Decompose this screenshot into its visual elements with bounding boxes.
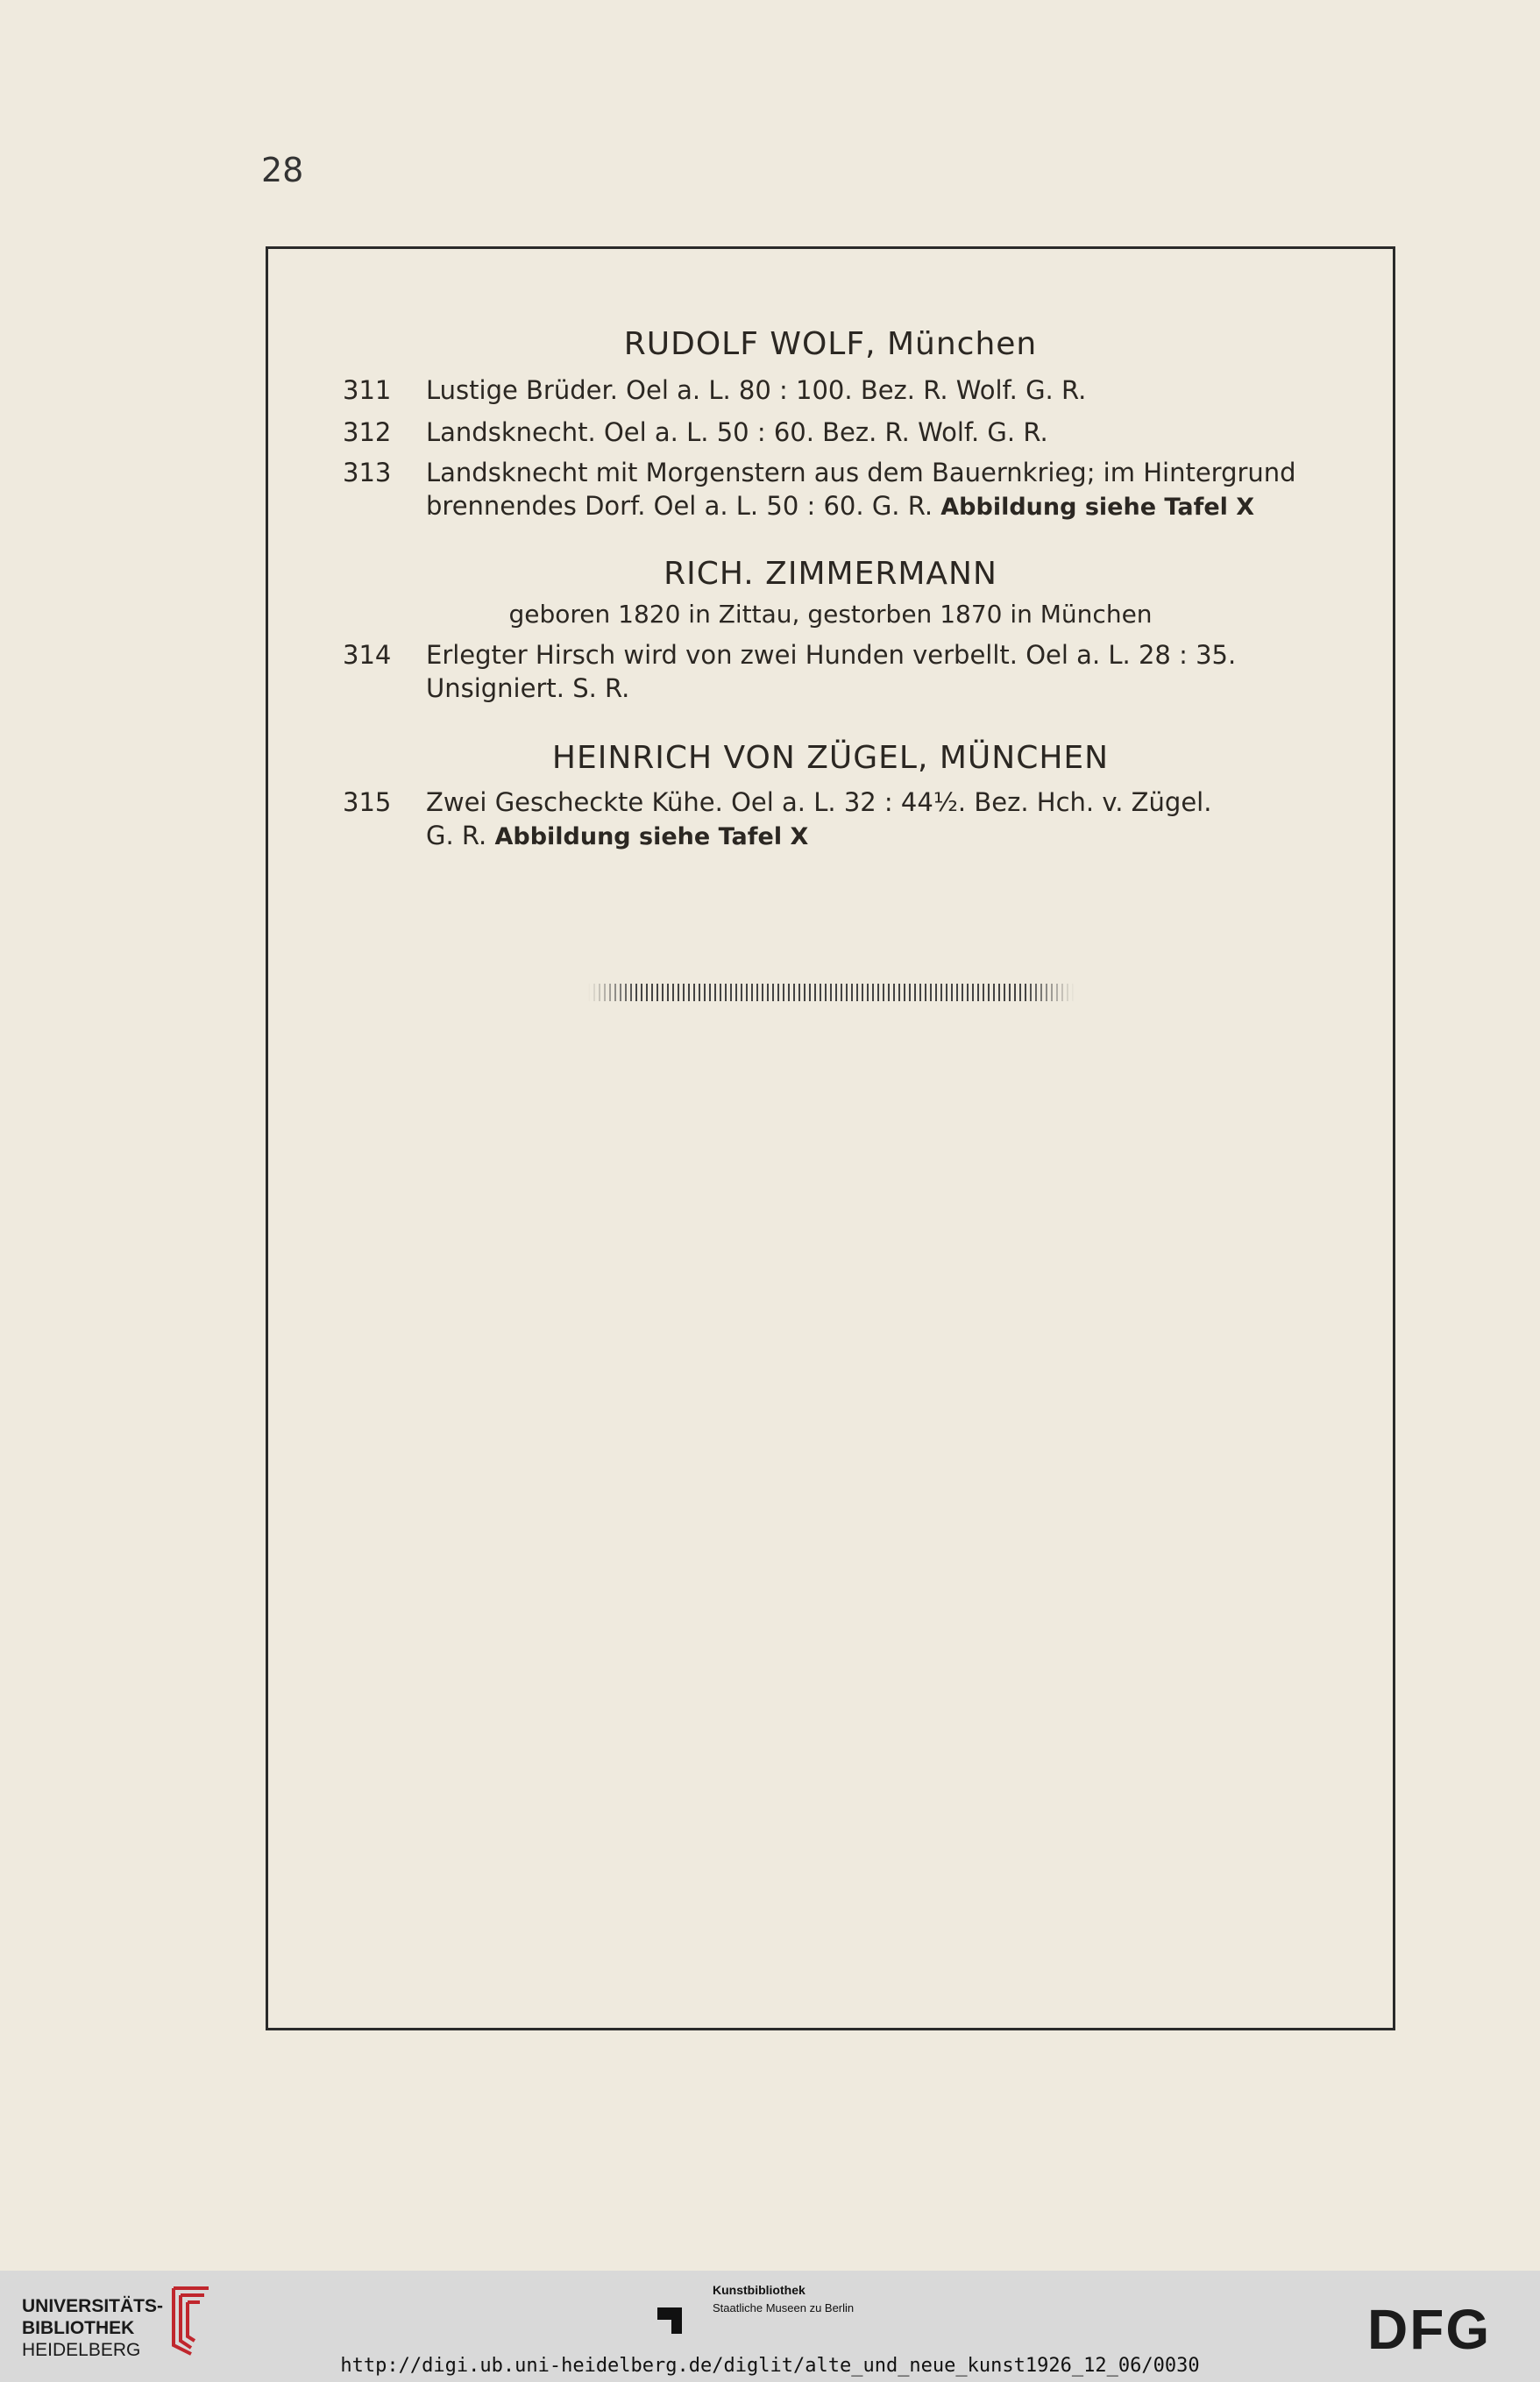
entry-number: 314 <box>343 640 392 670</box>
heidelberg-library-logo-text[interactable] <box>22 2295 163 2361</box>
page-number: 28 <box>261 151 304 189</box>
library-name-line: UNIVERSITÄTS- <box>22 2296 164 2316</box>
footer-bar <box>0 2271 1540 2382</box>
entry-number: 311 <box>343 375 392 405</box>
entry-line: Lustige Brüder. Oel a. L. 80 : 100. Bez. R. Wolf. G. R. <box>426 375 1087 405</box>
entry-line: G. R. <box>426 821 487 850</box>
permalink-url[interactable]: http://digi.ub.uni-heidelberg.de/diglit/alte_und_neue_kunst1926_12_06/0030 <box>340 2355 1200 2377</box>
library-name-line: HEIDELBERG <box>22 2340 141 2360</box>
catalog-frame <box>266 246 1395 2030</box>
entry-line: Zwei Gescheckte Kühe. Oel a. L. 32 : 44½. Bez. Hch. v. Zügel. <box>426 787 1212 817</box>
library-logo-icon <box>156 2279 214 2357</box>
section-heading-zimmermann: RICH. ZIMMERMANN <box>664 556 997 592</box>
entry-number: 312 <box>343 417 392 447</box>
section-heading-zuegel: HEINRICH VON ZÜGEL, MÜNCHEN <box>551 740 1110 776</box>
plate-reference: Abbildung siehe Tafel X <box>940 494 1255 521</box>
partner-name: Kunstbibliothek <box>713 2283 805 2297</box>
entry-line: Erlegter Hirsch wird von zwei Hunden verbellt. Oel a. L. 28 : 35. <box>426 640 1237 670</box>
entry-line: Landsknecht. Oel a. L. 50 : 60. Bez. R. Wolf. G. R. <box>426 417 1048 447</box>
library-name-line: BIBLIOTHEK <box>22 2318 135 2338</box>
dfg-logo[interactable]: DFG <box>1367 2298 1492 2361</box>
plate-reference: Abbildung siehe Tafel X <box>494 823 809 850</box>
entry-line: Unsigniert. S. R. <box>426 673 630 703</box>
kunstbibliothek-icon <box>656 2299 704 2336</box>
entry-line: brennendes Dorf. Oel a. L. 50 : 60. G. R. <box>426 491 933 521</box>
partner-subtitle: Staatliche Museen zu Berlin <box>713 2301 855 2314</box>
entry-line: Landsknecht mit Morgenstern aus dem Bauernkrieg; im Hintergrund <box>426 458 1296 487</box>
artist-biography: geboren 1820 in Zittau, gestorben 1870 in München <box>508 600 1153 629</box>
entry-number: 313 <box>343 458 392 487</box>
section-heading-rudolf-wolf: RUDOLF WOLF, München <box>623 326 1038 362</box>
entry-number: 315 <box>343 787 392 817</box>
ornamental-divider <box>588 984 1075 1001</box>
